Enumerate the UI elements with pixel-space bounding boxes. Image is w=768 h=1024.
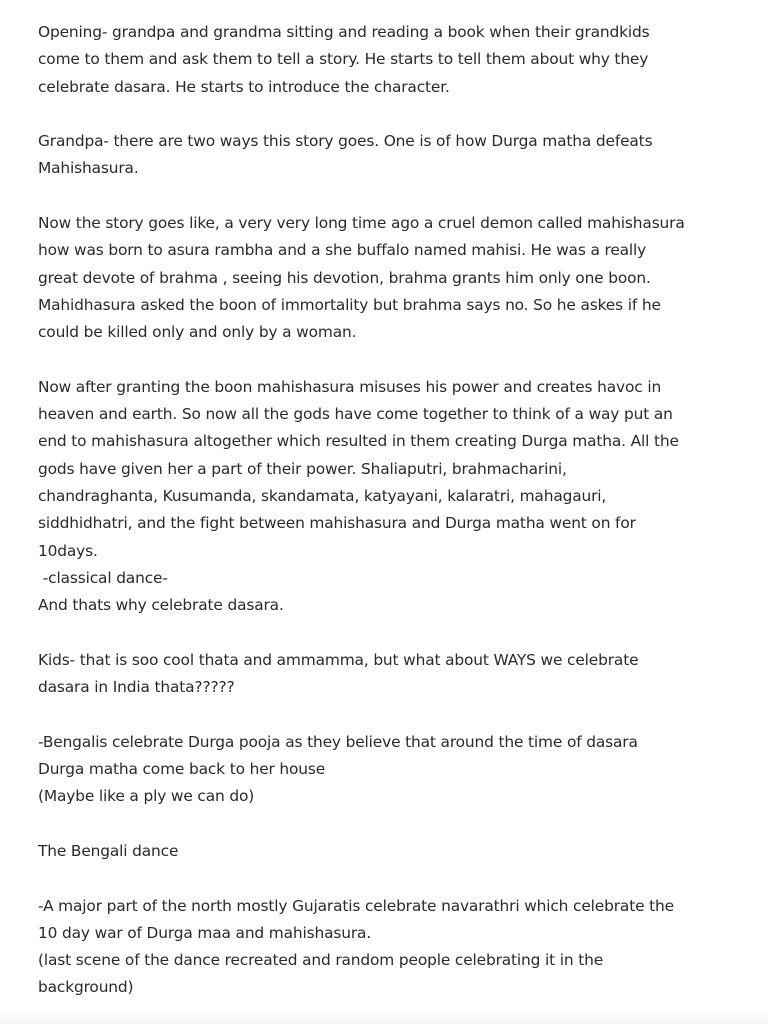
text-line: Mahidhasura asked the boon of immortality but brahma says no. So he askes if he [38,295,661,314]
paragraph-gap [38,811,738,838]
paragraph-grandpa [38,128,738,183]
text-line: 10days. [38,541,98,560]
bottom-edge-shade [0,1010,768,1024]
paragraph-bengalis [38,729,738,811]
paragraph-kids [38,647,738,702]
text-line: (last scene of the dance recreated and random people celebrating it in the [38,951,604,970]
text-line: Durga matha come back to her house [38,760,326,779]
document-body [38,19,738,1002]
paragraph-gujaratis [38,893,738,1002]
stage-direction: -classical dance- [38,568,168,587]
paragraph-gap [38,183,738,210]
text-line: could be killed only and only by a woman. [38,323,357,342]
text-line: The Bengali dance [38,841,179,860]
paragraph-gap [38,101,738,128]
text-line: Opening- grandpa and grandma sitting and reading a book when their grandkids [38,23,650,41]
text-line: (Maybe like a ply we can do) [38,787,255,806]
text-line: how was born to asura rambha and a she buffalo named mahisi. He was a really [38,241,647,260]
text-line: -Bengalis celebrate Durga pooja as they believe that around the time of dasara [38,732,638,751]
text-line: Kids- that is soo cool thata and ammamma, but what about WAYS we celebrate [38,650,639,669]
text-line: come to them and ask them to tell a story. He starts to tell them about why they [38,50,649,69]
text-line: background) [38,978,134,997]
paragraph-opening [38,19,738,101]
text-line: dasara in India thata????? [38,678,235,697]
text-line: Now after granting the boon mahishasura misuses his power and creates havoc in [38,377,662,396]
text-line: And thats why celebrate dasara. [38,596,284,615]
text-line: great devote of brahma , seeing his devotion, brahma grants him only one boon. [38,268,651,287]
text-line: gods have given her a part of their power. Shaliaputri, brahmacharini, [38,459,567,478]
paragraph-gap [38,701,738,728]
text-line: heaven and earth. So now all the gods have come together to think of a way put an [38,405,673,424]
paragraph-story [38,210,738,346]
text-line: Mahishasura. [38,159,139,178]
text-line: celebrate dasara. He starts to introduce the character. [38,77,450,96]
paragraph-gap [38,865,738,892]
paragraph-gap [38,347,738,374]
paragraph-gap [38,620,738,647]
paragraph-bengali-dance [38,838,738,865]
paragraph-after-boon [38,374,738,620]
text-line: Grandpa- there are two ways this story goes. One is of how Durga matha defeats [38,132,653,151]
text-line: 10 day war of Durga maa and mahishasura. [38,923,372,942]
text-line: -A major part of the north mostly Gujaratis celebrate navarathri which celebrate the [38,896,674,915]
text-line: end to mahishasura altogether which resulted in them creating Durga matha. All the [38,432,679,451]
text-line: Now the story goes like, a very very long time ago a cruel demon called mahishasura [38,214,685,233]
text-line: siddhidhatri, and the fight between mahishasura and Durga matha went on for [38,514,636,533]
text-line: chandraghanta, Kusumanda, skandamata, katyayani, kalaratri, mahagauri, [38,487,607,506]
